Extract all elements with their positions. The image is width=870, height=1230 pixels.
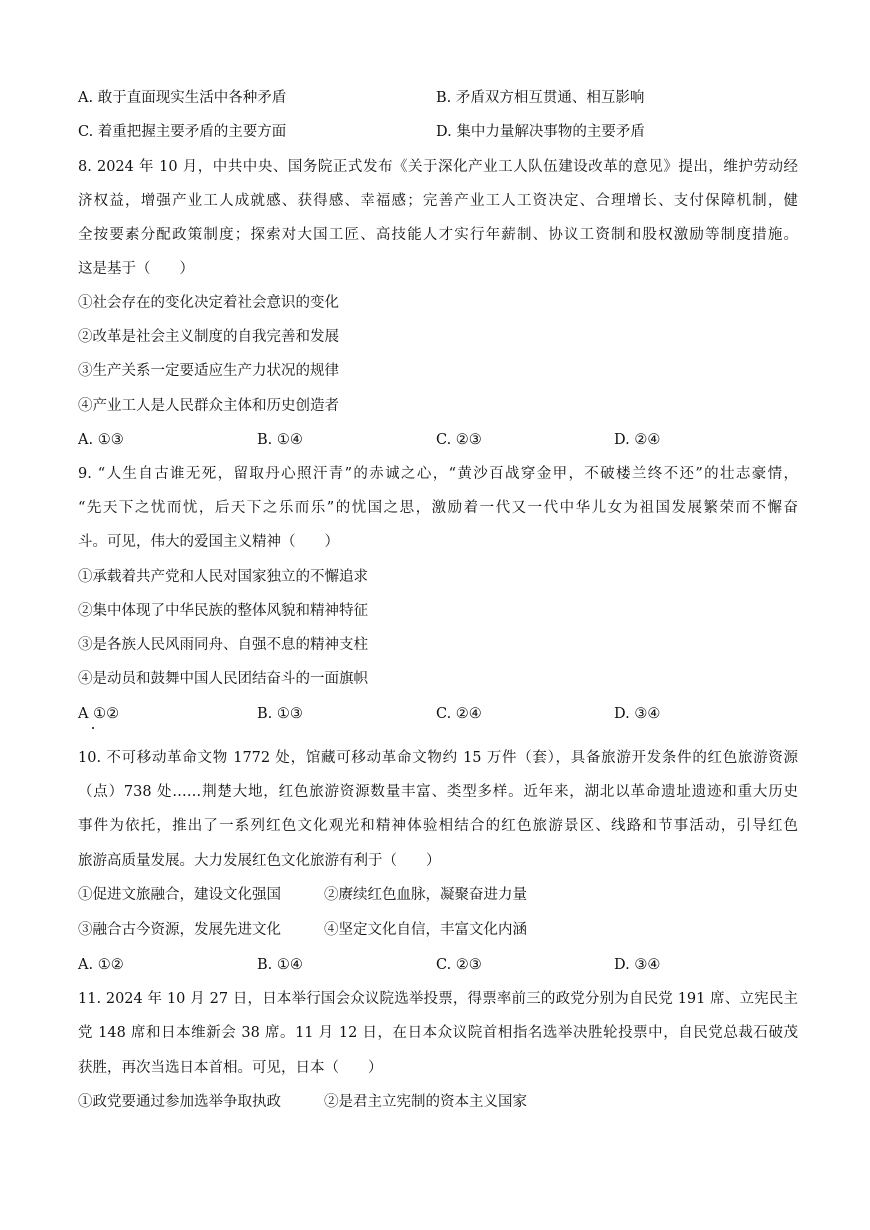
q8-stem-line-3: 全按要素分配政策制度；探索对大国工匠、高技能人才实行年薪制、协议工资制和股权激励等制度措施。	[78, 227, 798, 243]
q11-stem-line-1: 11. 2024 年 10 月 27 日，日本举行国会众议院选举投票，得票率前三的政党分别为自民党 191 席、立宪民主	[78, 991, 798, 1007]
q11-stem-line-2: 党 148 席和日本维新会 38 席。11 月 12 日，在日本众议院首相指名选举决胜轮投票中，自民党总裁石破茂	[78, 1025, 798, 1041]
q8-choice-a: A. ①③	[78, 432, 124, 448]
q8-stem-line-1: 8. 2024 年 10 月，中共中央、国务院正式发布《关于深化产业工人队伍建设改革的意见》提出，维护劳动经	[78, 159, 798, 175]
q8-choice-b: B. ①④	[257, 432, 303, 448]
q10-stem-line-2: （点）738 处……荆楚大地，红色旅游资源数量丰富、类型多样。近年来，湖北以革命遗址遗迹和重大历史	[78, 784, 798, 800]
q10-stem-line-4: 旅游高质量发展。大力发展红色文化旅游有利于（ ）	[78, 853, 441, 869]
q9-choice-b: B. ①③	[257, 706, 303, 722]
q7-option-c: C. 着重把握主要矛盾的主要方面	[78, 124, 287, 140]
q10-item-2: ②赓续红色血脉，凝聚奋进力量	[324, 887, 527, 903]
q10-choice-b: B. ①④	[257, 957, 303, 973]
q8-choice-c: C. ②③	[436, 432, 482, 448]
q8-item-4: ④产业工人是人民群众主体和历史创造者	[78, 398, 339, 414]
q9-item-4: ④是动员和鼓舞中国人民团结奋斗的一面旗帜	[78, 671, 368, 687]
q7-option-b: B. 矛盾双方相互贯通、相互影响	[436, 90, 645, 106]
q11-item-1: ①政党要通过参加选举争取执政	[78, 1094, 281, 1110]
q11-stem-line-3: 获胜，再次当选日本首相。可见，日本（ ）	[78, 1060, 383, 1076]
q9-choice-d: D. ③④	[614, 706, 661, 722]
q10-stem-line-3: 事件为依托，推出了一系列红色文化观光和精神体验相结合的红色旅游景区、线路和节事活动，引导红色	[78, 818, 798, 834]
q9-item-2: ②集中体现了中华民族的整体风貌和精神特征	[78, 603, 368, 619]
q9-item-3: ③是各族人民风雨同舟、自强不息的精神支柱	[78, 637, 368, 653]
q7-option-a: A. 敢于直面现实生活中各种矛盾	[78, 90, 287, 106]
q8-item-2: ②改革是社会主义制度的自我完善和发展	[78, 329, 339, 345]
q10-item-1: ①促进文旅融合，建设文化强国	[78, 887, 281, 903]
q7-option-d: D. 集中力量解决事物的主要矛盾	[436, 124, 645, 140]
q9-choice-a: A ①②	[78, 706, 120, 722]
q9-stem-line-3: 斗。可见，伟大的爱国主义精神（ ）	[78, 534, 339, 550]
q8-stem-line-2: 济权益，增强产业工人成就感、获得感、幸福感；完善产业工人工资决定、合理增长、支付保障机制，健	[78, 193, 798, 209]
q10-item-3: ③融合古今资源，发展先进文化	[78, 922, 281, 938]
q10-item-4: ④坚定文化自信，丰富文化内涵	[324, 922, 527, 938]
q8-item-3: ③生产关系一定要适应生产力状况的规律	[78, 363, 339, 379]
q9-item-1: ①承载着共产党和人民对国家独立的不懈追求	[78, 569, 368, 585]
q11-item-2: ②是君主立宪制的资本主义国家	[324, 1094, 527, 1110]
q9-choice-c: C. ②④	[436, 706, 482, 722]
q9-stem-line-2: “先天下之忧而忧，后天下之乐而乐”的忧国之思，激励着一代又一代中华儿女为祖国发展繁荣而不懈奋	[78, 500, 798, 516]
q10-choice-a: A. ①②	[78, 957, 124, 973]
stray-dot	[92, 727, 94, 729]
q9-stem-line-1: 9. “人生自古谁无死，留取丹心照汗青”的赤诚之心，“黄沙百战穿金甲，不破楼兰终不还”的壮志豪情，	[78, 466, 798, 482]
q8-item-1: ①社会存在的变化决定着社会意识的变化	[78, 295, 339, 311]
q8-choice-d: D. ②④	[614, 432, 661, 448]
q10-choice-c: C. ②③	[436, 957, 482, 973]
q10-stem-line-1: 10. 不可移动革命文物 1772 处，馆藏可移动革命文物约 15 万件（套），具备旅游开发条件的红色旅游资源	[78, 750, 798, 766]
q8-stem-line-4: 这是基于（ ）	[78, 261, 194, 277]
q10-choice-d: D. ③④	[614, 957, 661, 973]
